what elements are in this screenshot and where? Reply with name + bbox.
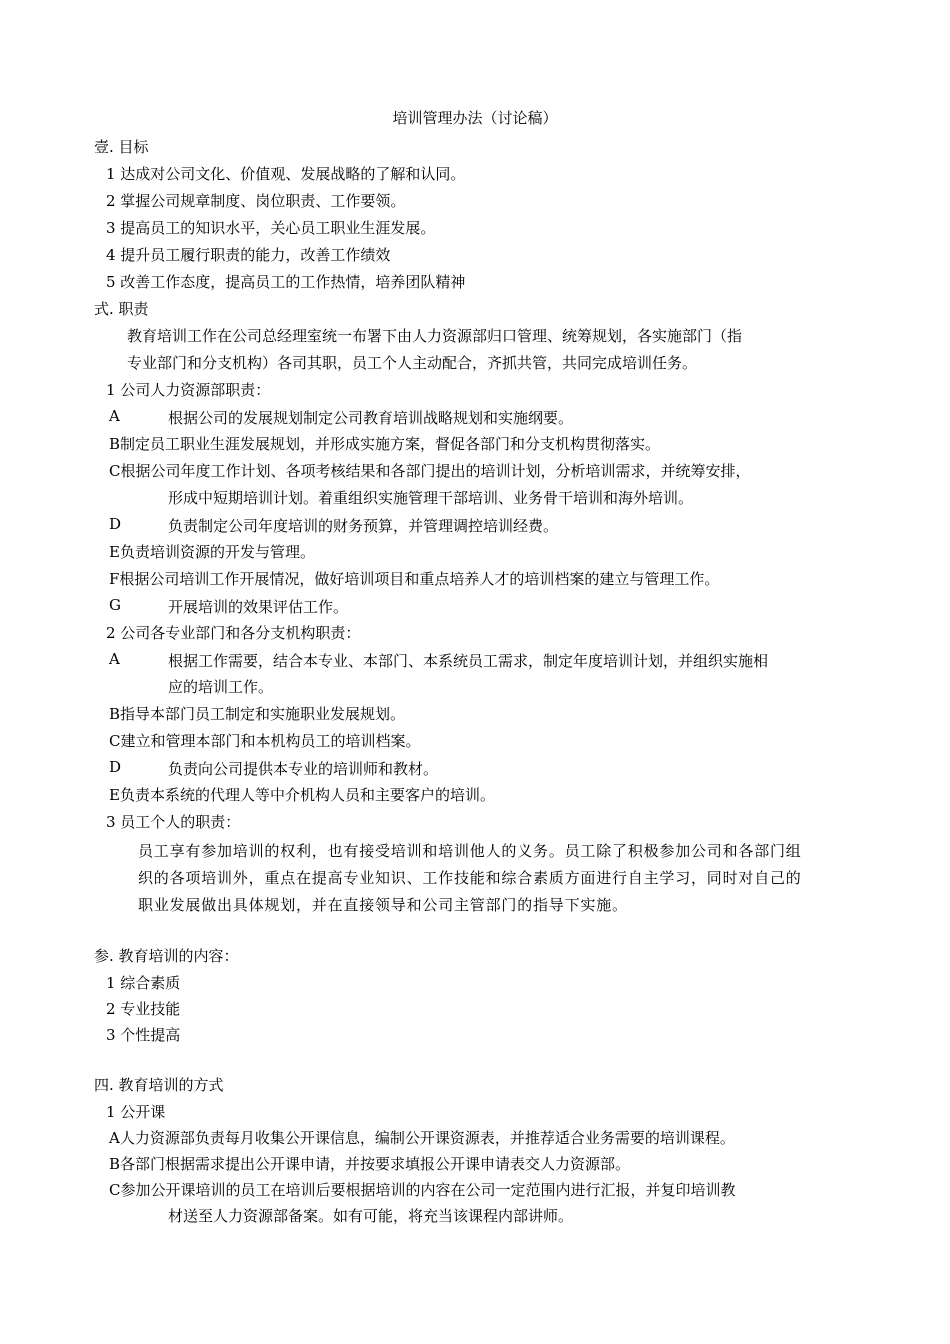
dept-duty-a-line1: [0, 650, 950, 670]
hr-duty-e: E负责培训资源的开发与管理。: [109, 543, 315, 561]
dept-duty-a-line2: 应的培训工作。: [168, 678, 274, 696]
hr-duty-a: [0, 407, 950, 427]
section-heading-duties: 式. 职责: [94, 300, 149, 318]
hr-duty-d: [0, 515, 950, 535]
item-text: 负责制定公司年度培训的财务预算，并管理调控培训经费。: [168, 517, 559, 535]
goal-item: 2 掌握公司规章制度、岗位职责、工作要领。: [106, 192, 406, 210]
content-item: 2 专业技能: [106, 1000, 181, 1018]
item-text: 根据工作需要，结合本专业、本部门、本系统员工需求，制定年度培训计划，并组织实施相: [168, 652, 769, 670]
item-label: D: [109, 515, 122, 533]
item-label: D: [109, 758, 122, 776]
methods-item-c-line1: C参加公开课培训的员工在培训后要根据培训的内容在公司一定范围内进行汇报，并复印培训教: [109, 1181, 736, 1199]
hr-duty-c-line2: 形成中短期培训计划。着重组织实施管理干部培训、业务骨干培训和海外培训。: [168, 489, 694, 507]
goal-item: 4 提升员工履行职责的能力，改善工作绩效: [106, 246, 391, 264]
employee-duties-title: 3 员工个人的职责：: [106, 813, 241, 831]
content-item: 3 个性提高: [106, 1026, 181, 1044]
goal-item: 3 提高员工的知识水平，关心员工职业生涯发展。: [106, 219, 436, 237]
dept-duty-d: [0, 758, 950, 778]
employee-duties-line: 织的各项培训外，重点在提高专业知识、工作技能和综合素质方面进行自主学习，同时对自己的: [138, 869, 802, 887]
goal-item: 5 改善工作态度，提高员工的工作热情，培养团队精神: [106, 273, 466, 291]
dept-duty-c: C建立和管理本部门和本机构员工的培训档案。: [109, 732, 421, 750]
hr-duty-g: [0, 596, 950, 616]
item-label: G: [109, 596, 121, 614]
dept-duty-e: E负责本系统的代理人等中介机构人员和主要客户的培训。: [109, 786, 495, 804]
hr-duty-b: B制定员工职业生涯发展规划，并形成实施方案，督促各部门和分支机构贯彻落实。: [109, 435, 661, 453]
duties-intro-line: 教育培训工作在公司总经理室统一布署下由人力资源部归口管理、统筹规划，各实施部门（指: [127, 327, 743, 345]
hr-duty-f: F根据公司培训工作开展情况，做好培训项目和重点培养人才的培训档案的建立与管理工作。: [109, 570, 720, 588]
goal-item: 1 达成对公司文化、价值观、发展战略的了解和认同。: [106, 165, 466, 183]
item-text: 根据公司的发展规划制定公司教育培训战略规划和实施纲要。: [168, 409, 574, 427]
methods-item-b: B各部门根据需求提出公开课申请，并按要求填报公开课申请表交人力资源部。: [109, 1155, 631, 1173]
content-item: 1 综合素质: [106, 974, 181, 992]
dept-duty-b: B指导本部门员工制定和实施职业发展规划。: [109, 705, 406, 723]
item-text: 开展培训的效果评估工作。: [168, 598, 349, 616]
duties-intro-line: 专业部门和分支机构）各司其职，员工个人主动配合，齐抓共管，共同完成培训任务。: [127, 354, 698, 372]
section-heading-methods: 四. 教育培训的方式: [94, 1076, 224, 1094]
item-label: A: [109, 407, 120, 425]
section-heading-content: 参. 教育培训的内容：: [94, 947, 239, 965]
hr-duty-c-line1: C根据公司年度工作计划、各项考核结果和各部门提出的培训计划，分析培训需求，并统筹安排，: [109, 462, 751, 480]
hr-duties-title: 1 公司人力资源部职责：: [106, 381, 271, 399]
methods-item-a: A人力资源部负责每月收集公开课信息，编制公开课资源表，并推荐适合业务需要的培训课程。: [109, 1129, 735, 1147]
section-heading-goals: 壹. 目标: [94, 138, 149, 156]
item-label: A: [109, 650, 120, 668]
employee-duties-line: 职业发展做出具体规划，并在直接领导和公司主管部门的指导下实施。: [138, 896, 628, 914]
document-title: 培训管理办法（讨论稿）: [392, 109, 558, 127]
methods-item-c-line2: 材送至人力资源部备案。如有可能，将充当该课程内部讲师。: [168, 1207, 574, 1225]
methods-sub-title: 1 公开课: [106, 1103, 166, 1121]
item-text: 负责向公司提供本专业的培训师和教材。: [168, 760, 439, 778]
dept-duties-title: 2 公司各专业部门和各分支机构职责：: [106, 624, 361, 642]
employee-duties-line: 员工享有参加培训的权利，也有接受培训和培训他人的义务。员工除了积极参加公司和各部门组: [138, 842, 802, 860]
